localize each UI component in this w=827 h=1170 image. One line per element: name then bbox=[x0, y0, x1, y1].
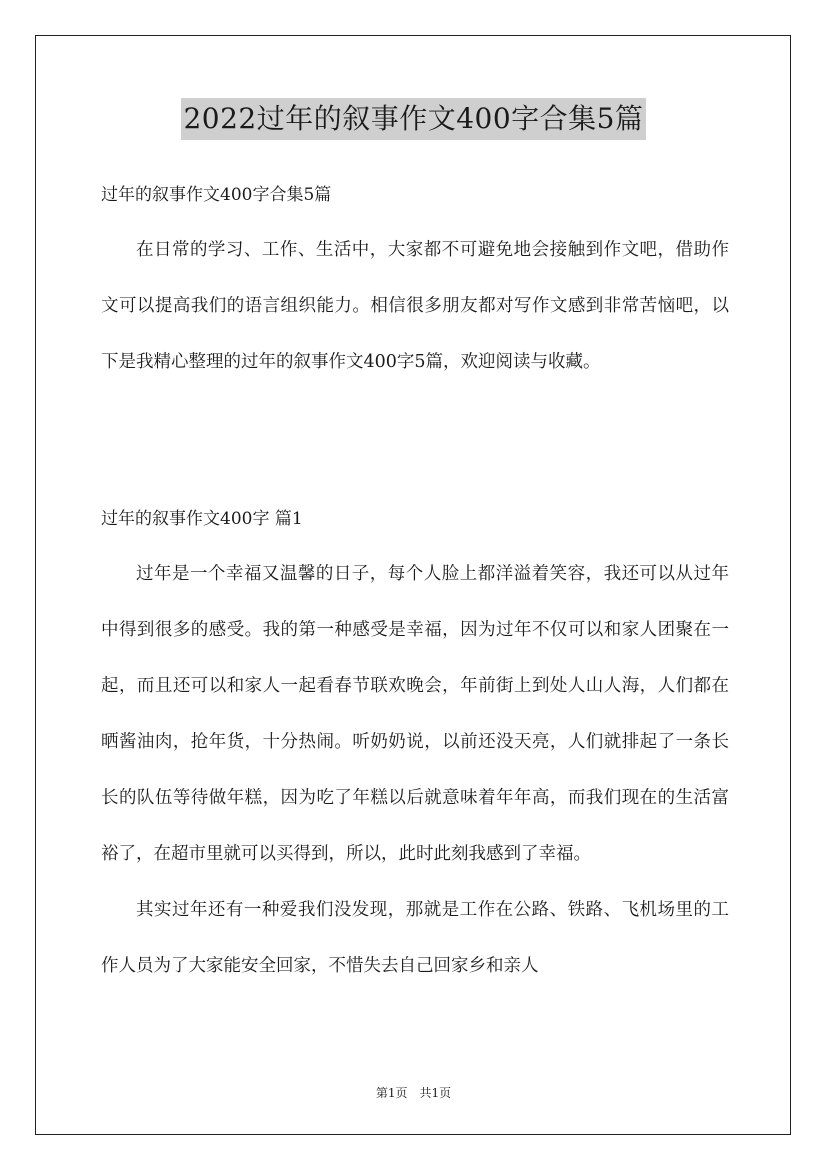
page-footer: 第1页 共1页 bbox=[375, 1086, 452, 1100]
intro-paragraph: 在日常的学习、工作、生活中，大家都不可避免地会接触到作文吧，借助作文可以提高我们的语言组织能力。相信很多朋友都对写作文感到非常苦恼吧，以下是我精心整理的过年的叙事作文400字5篇，欢迎阅读与收藏。 bbox=[101, 240, 729, 372]
document-subtitle: 过年的叙事作文400字合集5篇 bbox=[101, 185, 332, 205]
section-1-paragraph-1: 过年是一个幸福又温馨的日子，每个人脸上都洋溢着笑容，我还可以从过年中得到很多的感受。我的第一种感受是幸福，因为过年不仅可以和家人团聚在一起，而且还可以和家人一起看春节联欢晚会，年前街上到处人山人海，人们都在晒酱油肉，抢年货，十分热闹。听奶奶说，以前还没天亮，人们就排起了一条长长的队伍等待做年糕，因为吃了年糕以后就意味着年年高，而我们现在的生活富裕了，在超市里就可以买得到，所以，此时此刻我感到了幸福。 bbox=[101, 564, 729, 864]
title-container bbox=[0, 98, 827, 140]
section-heading-1: 过年的叙事作文400字 篇1 bbox=[101, 509, 303, 529]
document-title: 2022过年的叙事作文400字合集5篇 bbox=[181, 98, 645, 140]
intro-block bbox=[101, 222, 729, 390]
section-1-paragraph-2: 其实过年还有一种爱我们没发现，那就是工作在公路、铁路、飞机场里的工作人员为了大家能安全回家，不惜失去自己回家乡和亲人 bbox=[101, 900, 729, 976]
section-1-body bbox=[101, 546, 729, 994]
